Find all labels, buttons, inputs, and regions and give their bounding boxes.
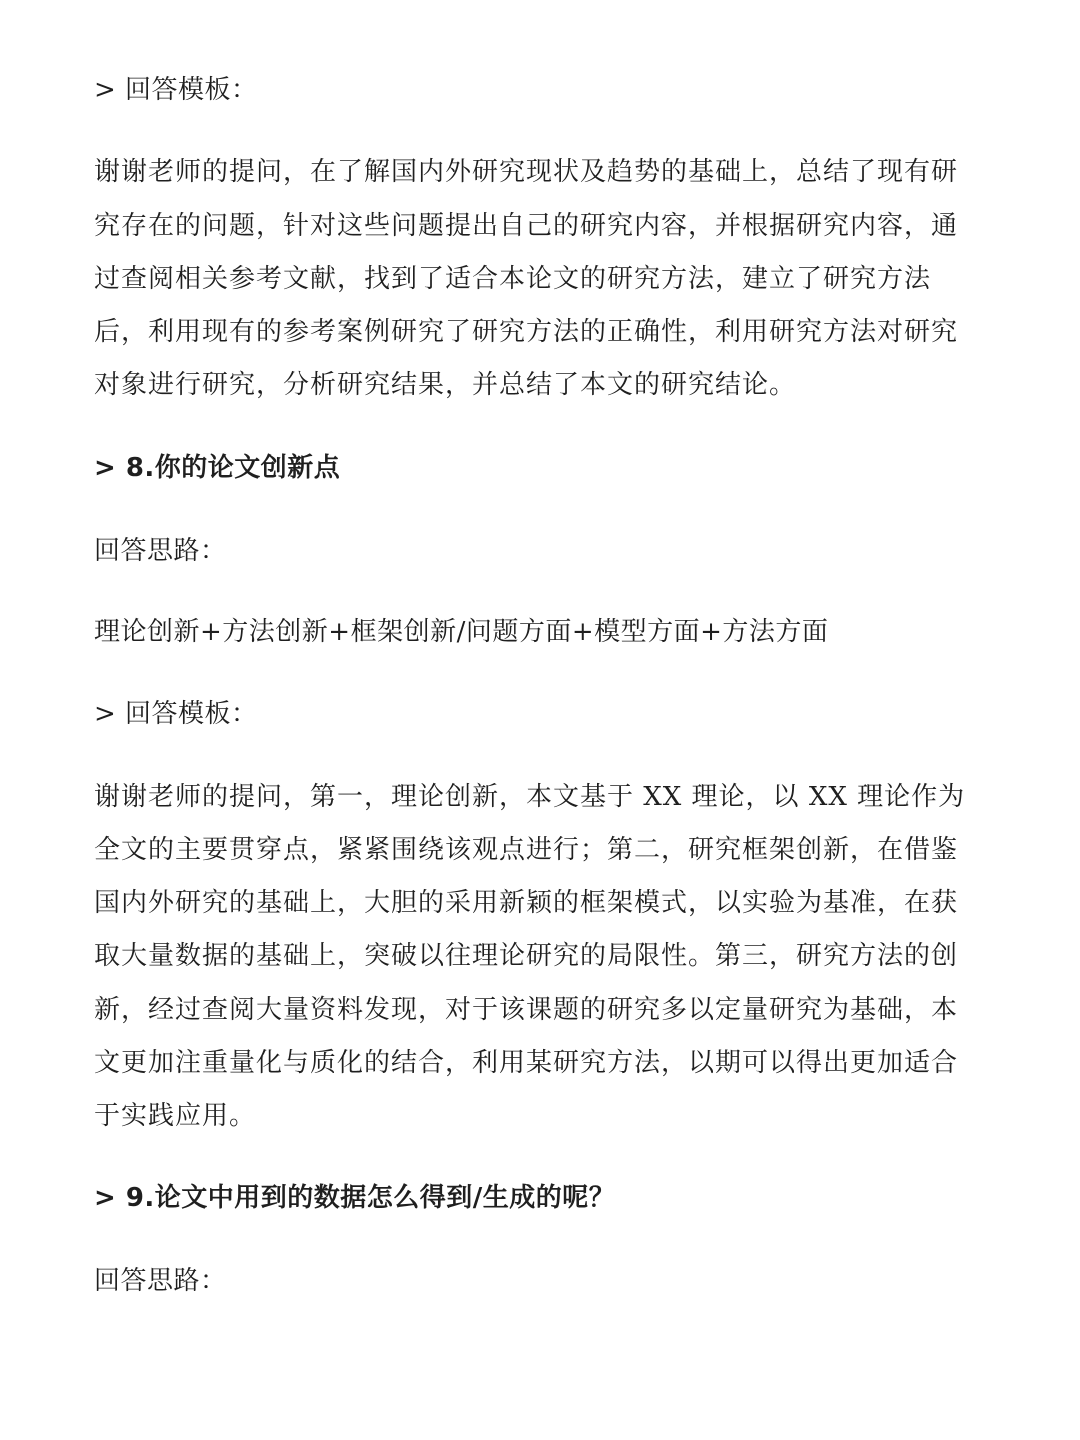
paragraph-line: 对象进行研究，分析研究结果，并总结了本文的研究结论。 [94, 370, 797, 400]
paragraph-line: 究存在的问题，针对这些问题提出自己的研究内容，并根据研究内容，通 [94, 211, 959, 241]
paragraph-line: 取大量数据的基础上，突破以往理论研究的局限性。第三，研究方法的创 [94, 941, 959, 971]
paragraph-line: 谢谢老师的提问，在了解国内外研究现状及趋势的基础上，总结了现有研 [94, 157, 959, 187]
idea-label: 回答思路： [94, 1266, 227, 1296]
paragraph-line: 于实践应用。 [94, 1101, 257, 1131]
template-label: > 回答模板： [94, 75, 258, 105]
question-heading-8: > 8.你的论文创新点 [94, 453, 341, 483]
paragraph-line: 全文的主要贯穿点，紧紧围绕该观点进行；第二，研究框架创新，在借鉴 [94, 835, 959, 865]
paragraph-line: 文更加注重量化与质化的结合，利用某研究方法，以期可以得出更加适合 [94, 1048, 959, 1078]
template-label: > 回答模板： [94, 699, 258, 729]
idea-label: 回答思路： [94, 536, 227, 566]
paragraph-line: 后，利用现有的参考案例研究了研究方法的正确性，利用研究方法对研究 [94, 317, 959, 347]
paragraph-line: 谢谢老师的提问，第一，理论创新，本文基于 XX 理论，以 XX 理论作为 [94, 782, 966, 812]
question-heading-9: > 9.论文中用到的数据怎么得到/生成的呢？ [94, 1183, 616, 1213]
paragraph-line: 新，经过查阅大量资料发现，对于该课题的研究多以定量研究为基础，本 [94, 995, 959, 1025]
idea-text: 理论创新+方法创新+框架创新/问题方面+模型方面+方法方面 [94, 617, 829, 647]
paragraph-line: 过查阅相关参考文献，找到了适合本论文的研究方法，建立了研究方法 [94, 264, 932, 294]
paragraph-line: 国内外研究的基础上，大胆的采用新颖的框架模式，以实验为基准，在获 [94, 888, 959, 918]
